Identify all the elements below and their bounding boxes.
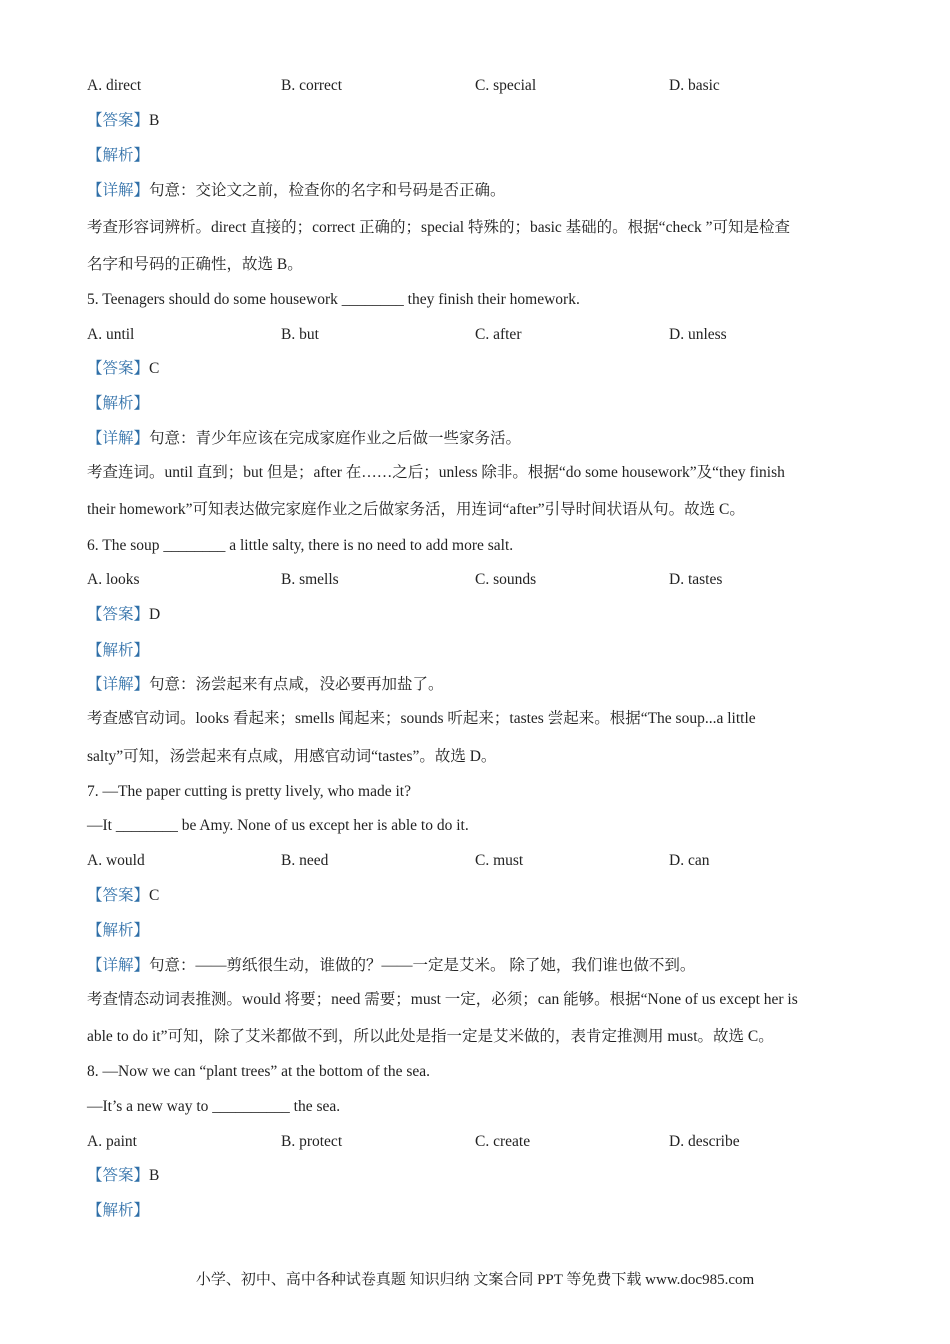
q5-explain-2: their homework”可知表达做完家庭作业之后做家务活，用连词“after”引导时间状语从句。故选 C。 [87, 501, 745, 518]
answer-value: B [149, 112, 160, 129]
q6-option-d: D. tastes [669, 571, 723, 588]
detail-label: 【详解】 [87, 957, 150, 974]
q5-question: 5. Teenagers should do some housework ________ they finish their homework. [87, 291, 580, 308]
q8-option-c: C. create [475, 1133, 531, 1150]
answer-value: C [149, 360, 160, 377]
q6-answer [87, 605, 160, 625]
q5-answer [87, 359, 159, 379]
detail-text: 句意：交论文之前，检查你的名字和号码是否正确。 [149, 182, 506, 199]
q7-question-2: —It ________ be Amy. None of us except her is able to do it. [87, 817, 469, 834]
q7-answer [87, 886, 159, 906]
q5-explain-1: 考查连词。until 直到；but 但是；after 在……之后；unless 除非。根据“do some housework”及“they finish [87, 464, 785, 481]
detail-label: 【详解】 [87, 676, 150, 693]
q4-analysis-label: 【解析】 [87, 147, 150, 164]
q8-option-d: D. describe [669, 1133, 740, 1150]
q7-option-b: B. need [281, 852, 329, 869]
q4-detail [87, 181, 506, 201]
q6-question: 6. The soup ________ a little salty, there is no need to add more salt. [87, 537, 514, 554]
q7-explain-1: 考查情态动词表推测。would 将要；need 需要；must 一定，必须；can 能够。根据“None of us except her is [87, 991, 798, 1008]
answer-value: D [149, 606, 161, 623]
q6-explain-1: 考查感官动词。looks 看起来；smells 闻起来；sounds 听起来；tastes 尝起来。根据“The soup...a little [87, 710, 756, 727]
q6-analysis-label: 【解析】 [87, 642, 150, 659]
q4-explain-2: 名字和号码的正确性，故选 B。 [87, 256, 303, 273]
q7-question-1: 7. —The paper cutting is pretty lively, who made it? [87, 783, 411, 800]
q8-option-a: A. paint [87, 1133, 137, 1150]
q6-option-b: B. smells [281, 571, 339, 588]
q5-analysis-label: 【解析】 [87, 395, 150, 412]
answer-label: 【答案】 [87, 112, 150, 129]
q7-analysis-label: 【解析】 [87, 922, 150, 939]
q6-explain-2: salty”可知，汤尝起来有点咸，用感官动词“tastes”。故选 D。 [87, 748, 497, 765]
answer-value: B [149, 1167, 160, 1184]
detail-text: 句意：青少年应该在完成家庭作业之后做一些家务活。 [149, 430, 522, 447]
q5-option-c: C. after [475, 326, 522, 343]
q6-option-a: A. looks [87, 571, 140, 588]
q5-option-b: B. but [281, 326, 319, 343]
q4-options [87, 76, 877, 96]
q4-explain-1: 考查形容词辨析。direct 直接的；correct 正确的；special 特殊的；basic 基础的。根据“check ”可知是检查 [87, 219, 790, 236]
q6-options [87, 570, 877, 590]
q4-answer [87, 111, 159, 131]
q8-question-2: —It’s a new way to __________ the sea. [87, 1098, 341, 1115]
q5-detail [87, 429, 521, 449]
q4-option-d: D. basic [669, 77, 720, 94]
q6-option-c: C. sounds [475, 571, 537, 588]
answer-label: 【答案】 [87, 1167, 150, 1184]
q7-option-c: C. must [475, 852, 524, 869]
answer-label: 【答案】 [87, 606, 150, 623]
page-footer: 小学、初中、高中各种试卷真题 知识归纳 文案合同 PPT 等免费下载 www.doc985.com [195, 1272, 755, 1288]
detail-label: 【详解】 [87, 430, 150, 447]
answer-label: 【答案】 [87, 887, 150, 904]
q7-option-d: D. can [669, 852, 710, 869]
q7-explain-2: able to do it”可知，除了艾米都做不到，所以此处是指一定是艾米做的，表肯定推测用 must。故选 C。 [87, 1028, 774, 1045]
q4-option-c: C. special [475, 77, 537, 94]
q7-detail [87, 956, 695, 976]
q8-option-b: B. protect [281, 1133, 343, 1150]
answer-label: 【答案】 [87, 360, 150, 377]
q4-option-b: B. correct [281, 77, 343, 94]
detail-text: 句意：汤尝起来有点咸，没必要再加盐了。 [149, 676, 444, 693]
detail-label: 【详解】 [87, 182, 150, 199]
answer-value: C [149, 887, 160, 904]
q4-option-a: A. direct [87, 77, 142, 94]
q5-option-d: D. unless [669, 326, 727, 343]
detail-text: 句意：——剪纸很生动，谁做的？——一定是艾米。 除了她，我们谁也做不到。 [149, 957, 696, 974]
q8-options [87, 1132, 877, 1152]
q6-detail [87, 675, 444, 695]
q7-option-a: A. would [87, 852, 145, 869]
q8-question-1: 8. —Now we can “plant trees” at the bottom of the sea. [87, 1063, 431, 1080]
q5-option-a: A. until [87, 326, 135, 343]
q5-options [87, 325, 877, 345]
q7-options [87, 851, 877, 871]
q8-answer [87, 1166, 159, 1186]
q8-analysis-label: 【解析】 [87, 1202, 150, 1219]
